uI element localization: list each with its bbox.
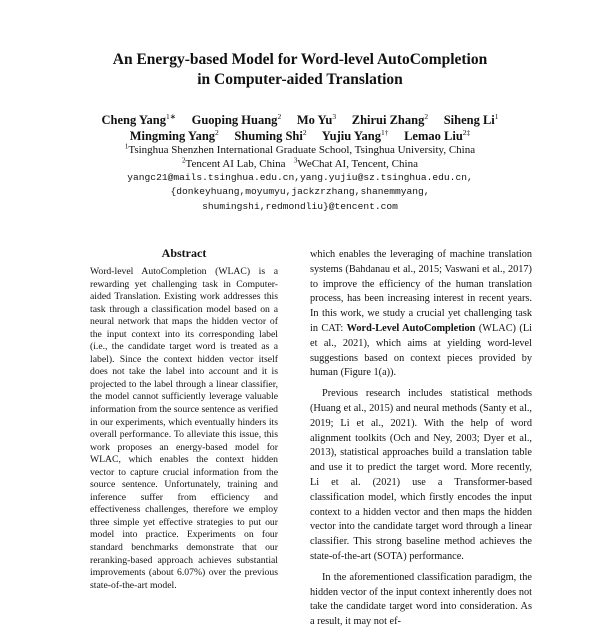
author-list: [0, 112, 600, 144]
author-mark: 2: [277, 111, 282, 121]
email-line: shumingshi,redmondliu}@tencent.com: [202, 200, 398, 212]
author-mark: 1: [494, 111, 499, 121]
body-text: which enables the leveraging of machine translation systems (Bahdanau et al., 2015; Vaswani et al., 2017) to improve the efficiency of the human translation process, has been increasing interest in recent years. In this work, we study a crucial yet challenging task in CAT:: [310, 249, 532, 334]
author-name: Mo Yu: [296, 113, 333, 127]
body-column-right: [310, 248, 532, 630]
author-mark: 3: [332, 111, 337, 121]
body-paragraph: [310, 248, 532, 381]
author-name: Zhirui Zhang: [351, 113, 425, 127]
author-name: Shuming Shi: [234, 129, 303, 143]
affiliation-text: Tsinghua Shenzhen International Graduate School, Tsinghua University, China: [128, 144, 476, 156]
body-text: (WLAC) (Li et al., 2021), which aims at yielding word-level suggestions based on context pieces provided by human (Figure 1(a)).: [310, 322, 532, 379]
affiliation-2-3: [0, 157, 600, 171]
author-mark: 2: [302, 127, 307, 137]
author-name: Mingming Yang: [129, 129, 216, 143]
abstract-text: Word-level AutoCompletion (WLAC) is a rewarding yet challenging task in Computer-aided Translation. Existing work addresses this task through a classification model based on a neural network that maps the hidden vector of the input context into its corresponding label (i.e., the candidate target word is treated as a label). Since the context hidden vector itself does not take the label into account and it is projected to the label through a linear classifier, the model cannot sufficiently leverage valuable information from the source sentence as verified in our experiments, which eventually hinders its overall performance. To alleviate this issue, this work proposes an energy-based model for WLAC, which enables the context hidden vector to capture crucial information from the source sentence. Unfortunately, training and inference suffer from efficiency and effectiveness challenges, therefore we employ three simple yet effective strategies to put our model into practice. Experiments on four standard benchmarks demonstrate that our reranking-based approach achieves substantial improvements (about 6.07%) over the previous state-of-the-art model.: [90, 266, 278, 591]
email-line: yangc21@mails.tsinghua.edu.cn,yang.yujiu@sz.tsinghua.edu.cn,: [127, 172, 473, 183]
body-paragraph: In the aforementioned classification paradigm, the hidden vector of the input context inherently does not take the candidate target word into consideration. As a result, it may not ef-: [310, 571, 532, 628]
body-text-bold: Word-Level AutoCompletion: [346, 322, 476, 334]
paper-title: [0, 50, 600, 90]
author-mark: 2: [424, 111, 429, 121]
author-mark: 2‡: [462, 127, 471, 137]
author-mark: 1†: [380, 127, 389, 137]
author-mark: 2: [215, 127, 219, 137]
author-name: Yujiu Yang: [321, 129, 381, 143]
affiliation-mark: 1: [124, 142, 129, 151]
abstract-heading: Abstract: [161, 246, 207, 260]
author-mark: 1∗: [165, 111, 176, 121]
title-line-2: in Computer-aided Translation: [197, 71, 403, 88]
body-paragraph: Previous research includes statistical methods (Huang et al., 2015) and neural methods (Santy et al., 2019; Li et al., 2021). With the help of word alignment toolkits (Och and Ney, 2003; Dyer et al., 2013), statistical approaches build a translation table and use it to predict the target word. More recently, Li et al. (2021) use a Transformer-based classification model, which firstly encodes the input context to a hidden vector and then maps the hidden vector into the candidate target word through a linear classifier. This strong baseline method achieves the state-of-the-art (SOTA) performance.: [310, 388, 532, 562]
affiliation-mark: 3: [293, 156, 298, 165]
affiliation-text: WeChat AI, Tencent, China: [297, 158, 418, 170]
title-line-1: An Energy-based Model for Word-level AutoCompletion: [112, 51, 488, 68]
author-name: Cheng Yang: [101, 113, 166, 127]
affiliation-text: Tencent AI Lab, China: [185, 158, 286, 170]
author-name: Lemao Liu: [404, 129, 463, 143]
author-emails: [0, 171, 600, 214]
author-line-2: [0, 128, 600, 144]
author-line-1: [0, 112, 600, 128]
affiliation-mark: 2: [182, 156, 186, 165]
author-name: Guoping Huang: [191, 113, 278, 127]
email-line: {donkeyhuang,moyumyu,jackzrzhang,shanemmyang,: [170, 186, 430, 198]
author-name: Siheng Li: [443, 113, 495, 127]
affiliation-1: [0, 143, 600, 157]
